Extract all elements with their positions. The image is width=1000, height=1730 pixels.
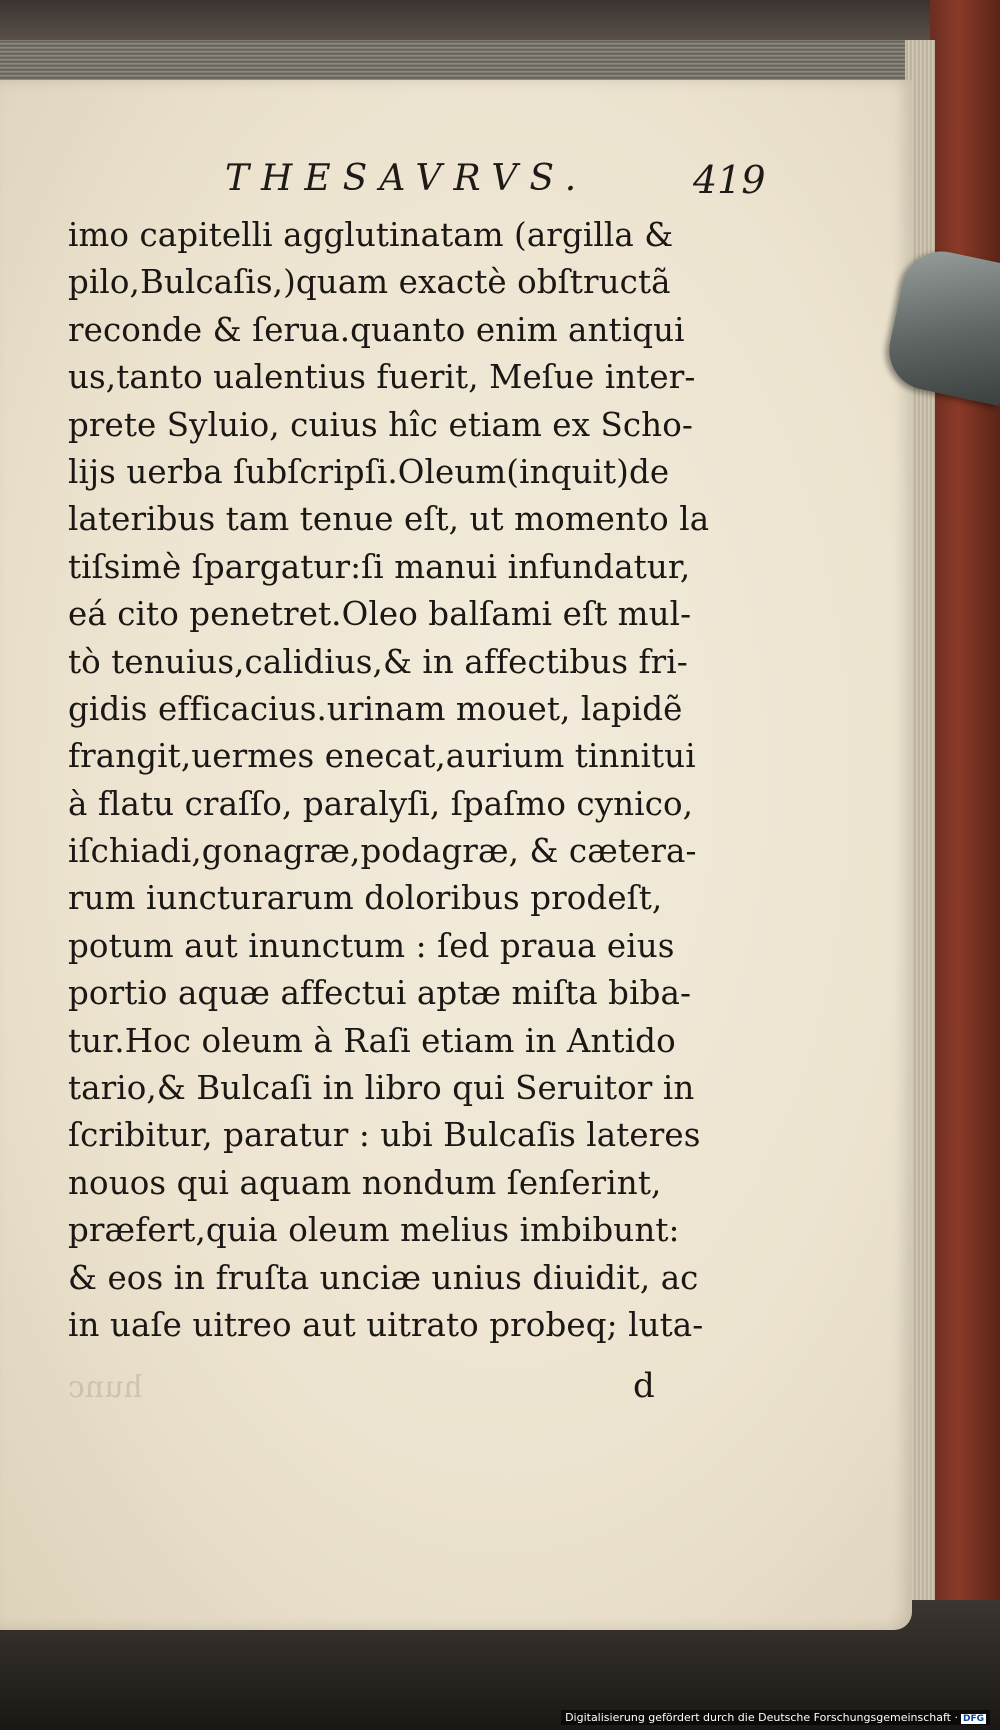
text-line: potum aut inunctum : ſed praua eius — [68, 926, 675, 965]
text-line: lijs uerba ſubſcripſi.Oleum(inquit)de — [68, 452, 670, 491]
dfg-logo: DFG — [962, 1714, 984, 1724]
text-line: à flatu craſſo, paralyſi, ſpaſmo cynico, — [68, 784, 694, 823]
text-line: frangit,uermes enecat,aurium tinnitui — [68, 737, 696, 776]
signature-mark: d — [633, 1366, 655, 1406]
page-number: 419 — [693, 158, 766, 202]
text-line: tur.Hoc oleum à Raſi etiam in Antido — [68, 1021, 676, 1060]
text-line: lateribus tam tenue eſt, ut momento la — [68, 500, 710, 539]
text-line: us,tanto ualentius fuerit, Meſue inter- — [68, 358, 696, 397]
text-line: prete Syluio, cuius hîc etiam ex Scho- — [68, 405, 693, 444]
text-line: imo capitelli agglutinatam (argilla & — [68, 216, 674, 254]
text-line: tario,& Bulcaſi in libro qui Seruitor in — [68, 1069, 695, 1108]
text-body — [68, 212, 768, 1349]
credit-text: Digitalisierung gefördert durch die Deutsche Forschungsgemeinschaft · — [565, 1711, 958, 1724]
text-line: & eos in fruſta unciæ unius diuidit, ac — [68, 1258, 699, 1297]
text-line: in uaſe uitreo aut uitrato probeq; luta- — [68, 1305, 704, 1344]
text-line: eá cito penetret.Oleo balſami eſt mul- — [68, 595, 692, 634]
bleed-through-text: hunc — [68, 1370, 143, 1405]
text-line: tò tenuius,calidius,& in affectibus fri- — [68, 642, 688, 681]
text-line: portio aquæ affectui aptæ miſta biba- — [68, 974, 692, 1013]
text-line: ſcribitur, paratur : ubi Bulcaſis lateres — [68, 1116, 701, 1155]
text-line: nouos qui aquam nondum ſenſerint, — [68, 1163, 662, 1202]
text-line: rum iuncturarum doloribus prodeſt, — [68, 879, 663, 918]
page-edges-top — [0, 40, 935, 85]
text-line: iſchiadi,gonagræ,podagræ, & cætera- — [68, 832, 697, 871]
digitization-credit — [561, 1710, 990, 1725]
text-line: reconde & ſerua.quanto enim antiqui — [68, 310, 685, 349]
text-line: tiſsimè ſpargatur:ſi manui infundatur, — [68, 547, 691, 586]
text-line: præfert,quia oleum melius imbibunt: — [68, 1211, 680, 1250]
running-title: THESAVRVS. — [225, 158, 589, 199]
text-line: pilo,Bulcaſis,)quam exactè obſtructã — [68, 263, 671, 302]
text-line: gidis efficacius.urinam mouet, lapidẽ — [68, 689, 683, 728]
